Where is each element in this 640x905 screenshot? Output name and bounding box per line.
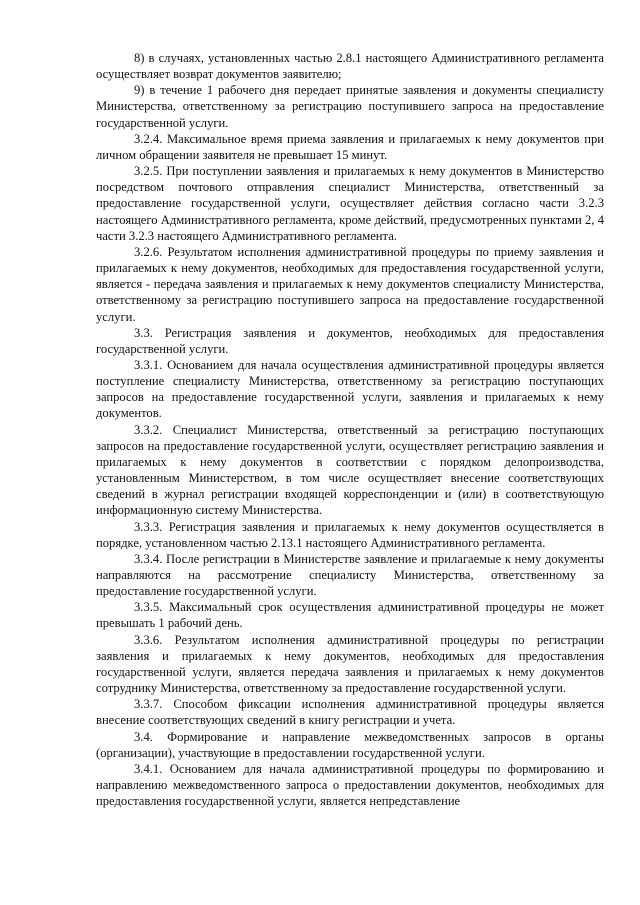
paragraph-3-3-5: 3.3.5. Максимальный срок осуществления административной процедуры не может превышать 1 рабочий день.	[96, 600, 604, 631]
paragraph-3-2-6: 3.2.6. Результатом исполнения административной процедуры по приему заявления и прилагаемых к нему документов, необходимых для предоставления государственной услуги, является - передача заявления и прилагаемых к нему документов специалисту Министерства, ответственному за регистрацию поступившего запроса на предоставление государственной услуги.	[96, 244, 604, 324]
paragraph-3-3-6: 3.3.6. Результатом исполнения административной процедуры по регистрации заявления и прилагаемых к нему документов, необходимых для предоставления государственной услуги, является передача заявления и прилагаемых к нему документов сотруднику Министерства, ответственному за предоставление государственной услуги.	[96, 632, 604, 696]
paragraph-3-3-7: 3.3.7. Способом фиксации исполнения административной процедуры является внесение соответствующих сведений в книгу регистрации и учета.	[96, 697, 604, 728]
paragraph-3-2-4: 3.2.4. Максимальное время приема заявления и прилагаемых к нему документов при личном обращении заявителя не превышает 15 минут.	[96, 131, 604, 162]
paragraph-3-3-1: 3.3.1. Основанием для начала осуществления административной процедуры является поступление специалисту Министерства, ответственному за регистрацию поступающих запросов на предоставление государственной услуги, заявления и прилагаемых к нему документов.	[96, 357, 604, 421]
paragraph-3-4-1: 3.4.1. Основанием для начала административной процедуры по формированию и направлению межведомственного запроса о предоставлении документов, необходимых для предоставления государственной услуги, является непредставление	[96, 761, 604, 809]
paragraph-3-2-5: 3.2.5. При поступлении заявления и прилагаемых к нему документов в Министерство посредством почтового отправления специалист Министерства, ответственный за предоставление государственной услуги, осуществляет действия согласно части 3.2.3 настоящего Административного регламента, кроме действий, предусмотренных пунктами 2, 4 части 3.2.3 настоящего Административного регламента.	[96, 164, 604, 243]
section-heading-3-4: 3.4. Формирование и направление межведомственных запросов в органы (организации), участвующие в предоставлении государственной услуги.	[96, 729, 604, 760]
paragraph-item-8: 8) в случаях, установленных частью 2.8.1 настоящего Административного регламента осуществляет возврат документов заявителю;	[96, 51, 604, 82]
paragraph-3-3-4: 3.3.4. После регистрации в Министерстве заявление и прилагаемые к нему документы направляются на рассмотрение специалисту Министерства, ответственному за предоставление государственной услуги.	[96, 551, 604, 599]
paragraph-item-9: 9) в течение 1 рабочего дня передает принятые заявления и документы специалисту Министерства, ответственному за регистрацию поступившего запроса на предоставление государственной услуги.	[96, 83, 604, 130]
paragraph-3-3-2: 3.3.2. Специалист Министерства, ответственный за регистрацию поступающих запросов на предоставление государственной услуги, осуществляет регистрацию заявления и прилагаемых к нему документов в соответствии с порядком делопроизводства, установленным Министерством, в том числе осуществляет внесение соответствующих сведений в журнал регистрации входящей корреспонденции и (или) в соответствующую информационную систему Министерства.	[96, 422, 604, 518]
section-heading-3-3: 3.3. Регистрация заявления и документов, необходимых для предоставления государственной услуги.	[96, 325, 604, 356]
paragraph-3-3-3: 3.3.3. Регистрация заявления и прилагаемых к нему документов осуществляется в порядке, установленном частью 2.13.1 настоящего Административного регламента.	[96, 519, 604, 550]
document-page	[96, 50, 604, 809]
